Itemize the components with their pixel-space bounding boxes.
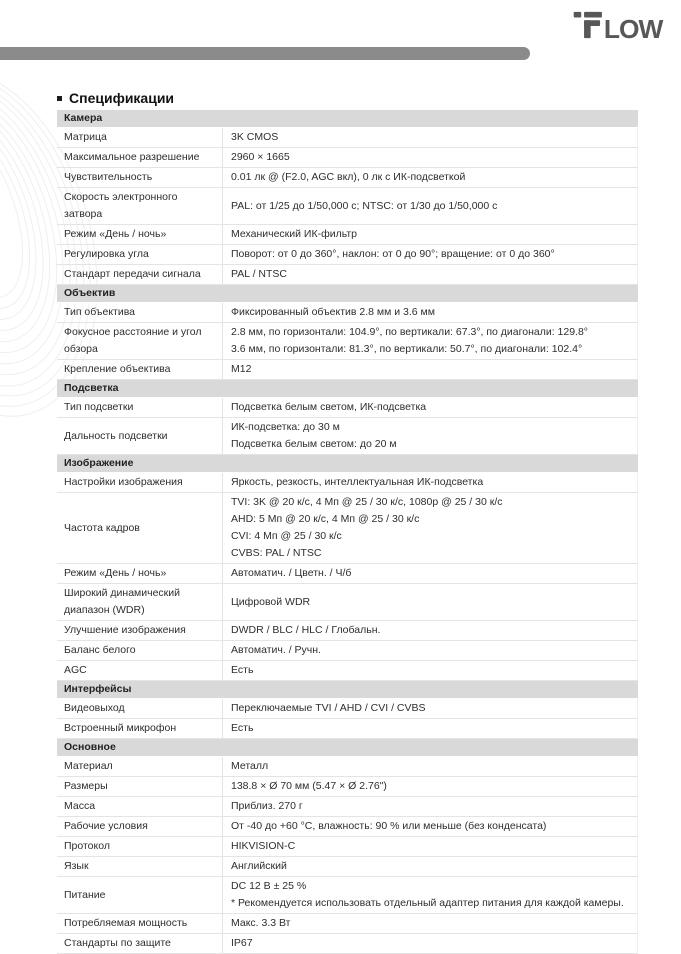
spec-row <box>57 245 638 265</box>
flow-logo-graphic <box>573 9 663 45</box>
spec-value <box>223 265 637 284</box>
spec-label: Тип подсветки <box>57 398 223 417</box>
spec-value-line: Переключаемые TVI / AHD / CVI / CVBS <box>231 702 426 714</box>
spec-table <box>57 110 638 954</box>
spec-value <box>223 797 637 816</box>
spec-value <box>223 699 637 718</box>
spec-value-line: 138.8 × Ø 70 мм (5.47 × Ø 2.76") <box>231 780 387 792</box>
spec-value <box>223 857 637 876</box>
spec-row <box>57 777 638 797</box>
spec-value-line: M12 <box>231 363 252 375</box>
spec-value <box>223 245 637 264</box>
spec-row <box>57 641 638 661</box>
spec-label: Режим «День / ночь» <box>57 225 223 244</box>
spec-value-line: 3K CMOS <box>231 131 279 143</box>
spec-value-line: Подсветка белым светом, ИК-подсветка <box>231 401 427 413</box>
spec-value-line: Английский <box>231 860 287 872</box>
spec-value <box>223 641 637 660</box>
spec-value <box>223 418 637 454</box>
spec-row <box>57 661 638 681</box>
spec-label: Язык <box>57 857 223 876</box>
spec-label: Питание <box>57 877 223 913</box>
spec-value <box>223 934 637 953</box>
spec-label: Настройки изображения <box>57 473 223 492</box>
page-title: Спецификации <box>69 90 175 106</box>
spec-label: Улучшение изображения <box>57 621 223 640</box>
spec-label: Видеовыход <box>57 699 223 718</box>
spec-value-line: 2960 × 1665 <box>231 151 290 163</box>
spec-value-line: От -40 до +60 °C, влажность: 90 % или меньше (без конденсата) <box>231 820 547 832</box>
spec-label: Режим «День / ночь» <box>57 564 223 583</box>
spec-label: Размеры <box>57 777 223 796</box>
spec-row <box>57 817 638 837</box>
spec-value <box>223 719 637 738</box>
spec-label: Встроенный микрофон <box>57 719 223 738</box>
spec-value-line: Подсветка белым светом: до 20 м <box>231 438 397 450</box>
spec-value <box>223 493 637 563</box>
spec-value-line: Автоматич. / Ручн. <box>231 644 321 656</box>
spec-value-line: CVI: 4 Мп @ 25 / 30 к/с <box>231 530 342 542</box>
spec-value <box>223 225 637 244</box>
spec-row <box>57 584 638 621</box>
spec-value-line: DWDR / BLC / HLC / Глобальн. <box>231 624 381 636</box>
flow-logo-text: LOW <box>603 14 663 45</box>
spec-label: Протокол <box>57 837 223 856</box>
spec-value-line: Есть <box>231 722 254 734</box>
spec-value <box>223 837 637 856</box>
spec-row <box>57 473 638 493</box>
spec-label: Чувствительность <box>57 168 223 187</box>
spec-value <box>223 817 637 836</box>
spec-row <box>57 699 638 719</box>
spec-value-line: Автоматич. / Цветн. / Ч/б <box>231 567 352 579</box>
spec-value <box>223 473 637 492</box>
spec-value <box>223 148 637 167</box>
spec-value-line: ИК-подсветка: до 30 м <box>231 421 340 433</box>
spec-value-line: 3.6 мм, по горизонтали: 81.3°, по вертикали: 50.7°, по диагонали: 102.4° <box>231 343 583 355</box>
spec-value <box>223 621 637 640</box>
section-header: Подсветка <box>57 380 638 398</box>
spec-value <box>223 188 637 224</box>
spec-value <box>223 914 637 933</box>
spec-row <box>57 564 638 584</box>
spec-label: Скорость электронного затвора <box>57 188 223 224</box>
spec-label: Тип объектива <box>57 303 223 322</box>
section-header: Основное <box>57 739 638 757</box>
spec-label: Стандарт передачи сигнала <box>57 265 223 284</box>
spec-value-line: Фиксированный объектив 2.8 мм и 3.6 мм <box>231 306 435 318</box>
spec-label: Масса <box>57 797 223 816</box>
spec-label: Матрица <box>57 128 223 147</box>
spec-row <box>57 837 638 857</box>
spec-label: Баланс белого <box>57 641 223 660</box>
spec-row <box>57 303 638 323</box>
spec-value <box>223 877 637 913</box>
section-header: Объектив <box>57 285 638 303</box>
spec-row <box>57 148 638 168</box>
bullet-square-icon <box>57 96 62 101</box>
spec-label: Стандарты по защите <box>57 934 223 953</box>
spec-value <box>223 323 637 359</box>
spec-label: Потребляемая мощность <box>57 914 223 933</box>
spec-row <box>57 323 638 360</box>
spec-label: AGC <box>57 661 223 680</box>
spec-value-line: 2.8 мм, по горизонтали: 104.9°, по вертикали: 67.3°, по диагонали: 129.8° <box>231 326 589 338</box>
spec-row <box>57 188 638 225</box>
spec-label: Дальность подсветки <box>57 418 223 454</box>
spec-value <box>223 303 637 322</box>
spec-value-line: DC 12 В ± 25 % <box>231 880 307 892</box>
section-header: Изображение <box>57 455 638 473</box>
header-accent-bar <box>0 47 530 60</box>
spec-row <box>57 877 638 914</box>
spec-label: Крепление объектива <box>57 360 223 379</box>
spec-value-line: CVBS: PAL / NTSC <box>231 547 322 559</box>
spec-value-line: Металл <box>231 760 269 772</box>
spec-label: Максимальное разрешение <box>57 148 223 167</box>
spec-row <box>57 128 638 148</box>
spec-row <box>57 719 638 739</box>
spec-label: Широкий динамический диапазон (WDR) <box>57 584 223 620</box>
spec-value-line: TVI: 3K @ 20 к/с, 4 Мп @ 25 / 30 к/с, 1080p @ 25 / 30 к/с <box>231 496 503 508</box>
spec-label: Регулировка угла <box>57 245 223 264</box>
spec-row <box>57 360 638 380</box>
spec-label: Материал <box>57 757 223 776</box>
spec-value <box>223 757 637 776</box>
spec-value-line: 0.01 лк @ (F2.0, AGC вкл), 0 лк с ИК-подсветкой <box>231 171 466 183</box>
spec-row <box>57 168 638 188</box>
spec-value-line: PAL: от 1/25 до 1/50,000 с; NTSC: от 1/30 до 1/50,000 с <box>231 199 498 212</box>
spec-value <box>223 128 637 147</box>
spec-row <box>57 225 638 245</box>
spec-value-line: * Рекомендуется использовать отдельный адаптер питания для каждой камеры. <box>231 897 624 909</box>
spec-value <box>223 661 637 680</box>
section-header: Интерфейсы <box>57 681 638 699</box>
spec-label: Частота кадров <box>57 493 223 563</box>
spec-label: Рабочие условия <box>57 817 223 836</box>
spec-value-line: Поворот: от 0 до 360°, наклон: от 0 до 90°; вращение: от 0 до 360° <box>231 248 555 260</box>
section-header: Камера <box>57 110 638 128</box>
spec-label: Фокусное расстояние и угол обзора <box>57 323 223 359</box>
spec-value <box>223 564 637 583</box>
spec-value-line: IP67 <box>231 937 253 949</box>
spec-value-line: Макс. 3.3 Вт <box>231 917 291 929</box>
spec-row <box>57 493 638 564</box>
spec-value-line: HIKVISION-C <box>231 840 296 852</box>
spec-value-line: Приблиз. 270 г <box>231 800 303 812</box>
flow-logo <box>573 9 663 45</box>
spec-row <box>57 398 638 418</box>
spec-value-line: AHD: 5 Мп @ 20 к/с, 4 Мп @ 25 / 30 к/с <box>231 513 420 525</box>
spec-value <box>223 777 637 796</box>
spec-row <box>57 757 638 777</box>
spec-row <box>57 418 638 455</box>
spec-value-line: Есть <box>231 664 254 676</box>
spec-value <box>223 584 637 620</box>
spec-row <box>57 797 638 817</box>
spec-value-line: Цифровой WDR <box>231 595 311 608</box>
spec-row <box>57 934 638 954</box>
spec-value <box>223 360 637 379</box>
title-row <box>57 90 174 106</box>
spec-row <box>57 265 638 285</box>
spec-value-line: Механический ИК-фильтр <box>231 228 357 240</box>
spec-row <box>57 621 638 641</box>
spec-value <box>223 398 637 417</box>
spec-value <box>223 168 637 187</box>
spec-row <box>57 914 638 934</box>
spec-value-line: Яркость, резкость, интеллектуальная ИК-подсветка <box>231 476 484 488</box>
spec-row <box>57 857 638 877</box>
spec-value-line: PAL / NTSC <box>231 268 288 280</box>
